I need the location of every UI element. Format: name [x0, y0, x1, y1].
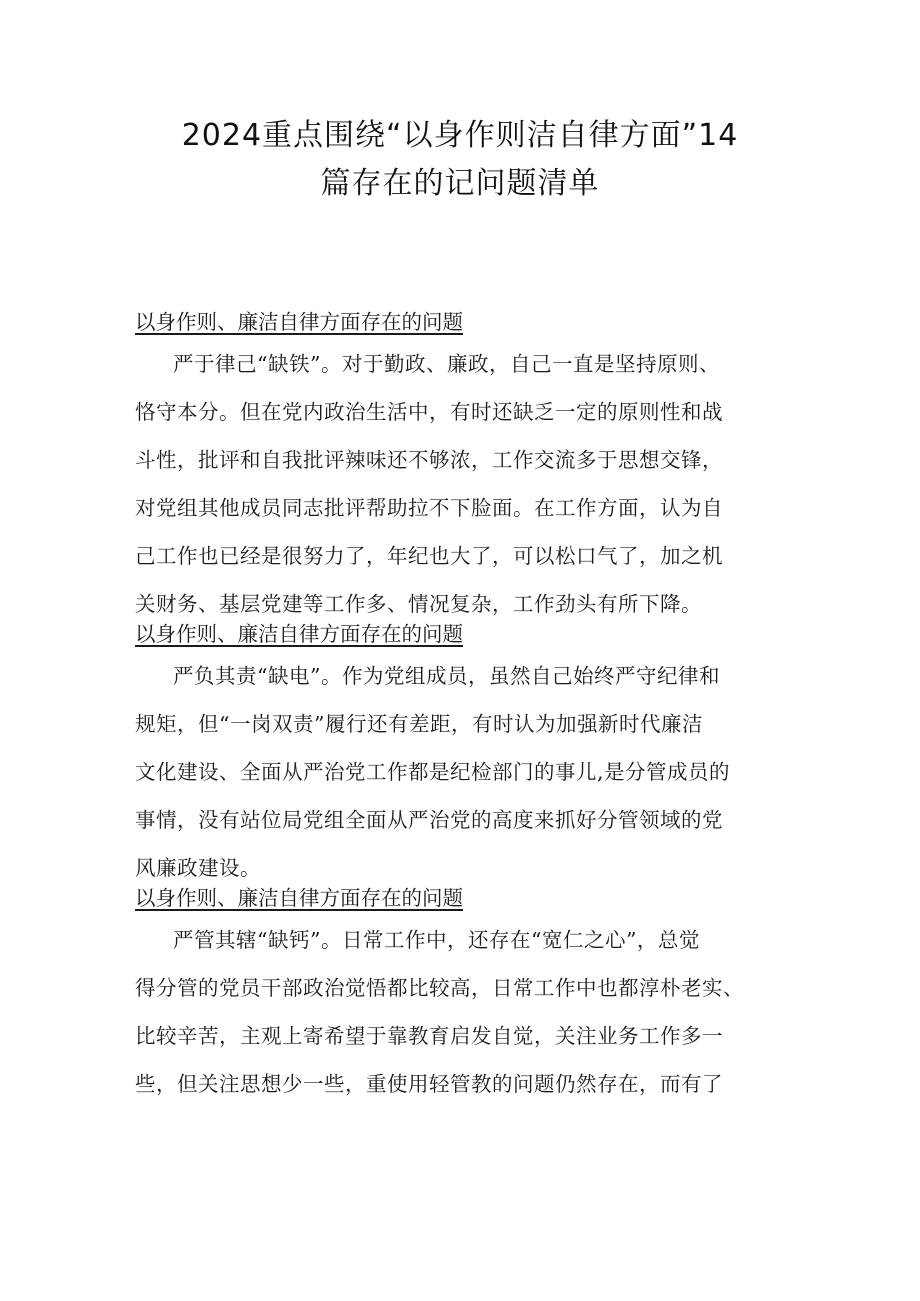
paragraph-line: 严负其责“缺电”。作为党组成员，虽然自己始终严守纪律和: [173, 664, 720, 688]
paragraph-line: 规矩，但“一岗双责”履行还有差距，有时认为加强新时代廉洁: [135, 712, 703, 736]
section-paragraph: [135, 916, 815, 1108]
document-body: [135, 304, 815, 1108]
section-1: [135, 304, 815, 628]
paragraph-line: 比较辛苦，主观上寄希望于靠教育启发自觉，关注业务工作多一: [135, 1024, 723, 1048]
paragraph-line: 斗性，批评和自我批评辣味还不够浓，工作交流多于思想交锋，: [135, 448, 723, 472]
paragraph-line: 事情，没有站位局党组全面从严治党的高度来抓好分管领域的党: [135, 808, 723, 832]
section-3: [135, 880, 815, 1108]
paragraph-line: 恪守本分。但在党内政治生活中，有时还缺乏一定的原则性和战: [135, 400, 723, 424]
section-heading: 以身作则、廉洁自律方面存在的问题: [135, 886, 463, 910]
paragraph-line: 严于律己“缺铁”。对于勤政、廉政，自己一直是坚持原则、: [173, 352, 720, 376]
section-paragraph: [135, 652, 815, 892]
paragraph-line: 对党组其他成员同志批评帮助拉不下脸面。在工作方面，认为自: [135, 496, 723, 520]
paragraph-line: 严管其辖“缺钙”。日常工作中，还存在“宽仁之心”，总觉: [173, 928, 700, 952]
title-line-2: 篇存在的记问题清单: [320, 166, 600, 201]
paragraph-line: 己工作也已经是很努力了，年纪也大了，可以松口气了，加之机: [135, 544, 723, 568]
paragraph-line: 文化建设、全面从严治党工作都是纪检部门的事儿,是分管成员的: [135, 760, 731, 784]
paragraph-line: 风廉政建设。: [135, 856, 261, 880]
document-title: [100, 112, 820, 208]
title-line-1: 2024重点围绕“以身作则洁自律方面”14: [181, 118, 739, 153]
section-2: [135, 616, 815, 892]
paragraph-line: 得分管的党员干部政治觉悟都比较高，日常工作中也都淳朴老实、: [135, 976, 744, 1000]
section-paragraph: [135, 340, 815, 628]
paragraph-line: 关财务、基层党建等工作多、情况复杂，工作劲头有所下降。: [135, 592, 702, 616]
section-heading: 以身作则、廉洁自律方面存在的问题: [135, 622, 463, 646]
section-heading: 以身作则、廉洁自律方面存在的问题: [135, 310, 463, 334]
paragraph-line: 些，但关注思想少一些，重使用轻管教的问题仍然存在，而有了: [135, 1072, 723, 1096]
